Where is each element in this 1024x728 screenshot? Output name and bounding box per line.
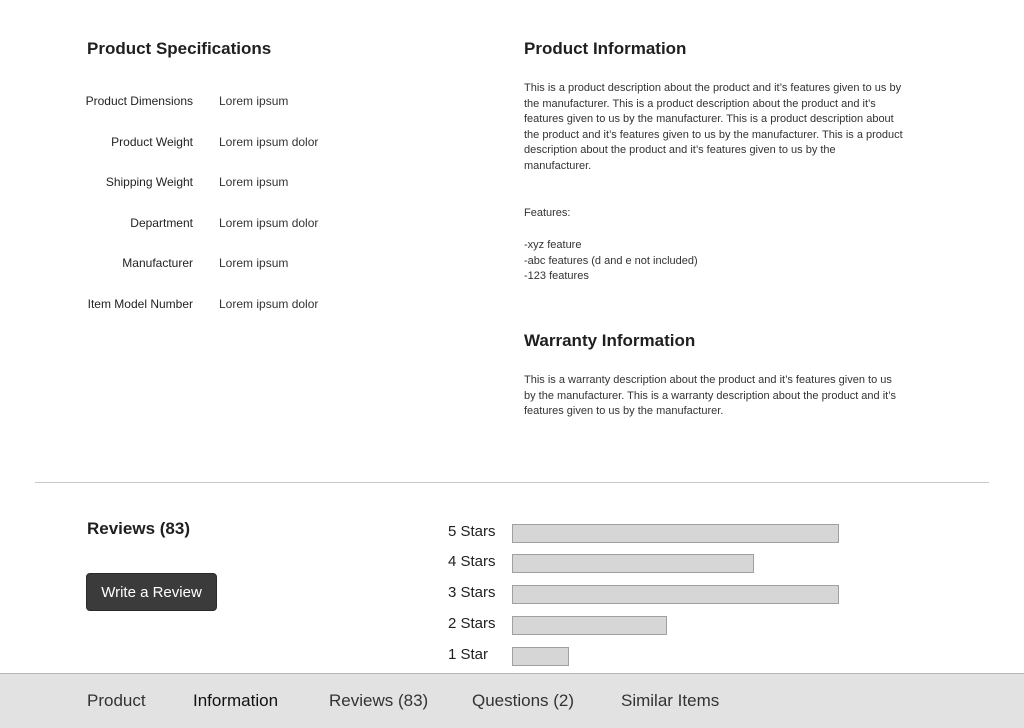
rating-bar xyxy=(512,554,754,573)
feature-item: -xyz feature xyxy=(524,239,582,251)
feature-item: -123 features xyxy=(524,270,589,283)
reviews-title: Reviews (83) xyxy=(87,519,190,538)
features-label: Features: xyxy=(524,207,571,219)
spec-label: Shipping Weight xyxy=(105,175,193,189)
tab-reviews[interactable]: Reviews (83) xyxy=(329,691,429,710)
spec-label: Manufacturer xyxy=(122,256,193,270)
spec-label: Department xyxy=(130,216,193,230)
rating-label: 1 Star xyxy=(448,646,489,663)
features-list xyxy=(524,238,698,285)
rating-row-5[interactable] xyxy=(448,523,848,543)
spec-value: Lorem ipsum xyxy=(219,175,289,189)
warranty-description: This is a warranty description about the product and it’s features given to us by the manufacturer. This is a warranty description about the product and it’s features given to us by the manufacturer. xyxy=(524,374,896,418)
spec-row-department xyxy=(60,216,460,236)
tab-questions[interactable]: Questions (2) xyxy=(472,691,575,710)
spec-row-weight xyxy=(60,135,460,155)
rating-label: 3 Stars xyxy=(448,584,496,601)
spec-label: Product Dimensions xyxy=(85,94,193,108)
write-review-button[interactable]: Write a Review xyxy=(86,573,217,611)
spec-value: Lorem ipsum xyxy=(219,94,289,108)
section-divider xyxy=(35,482,989,483)
rating-row-3[interactable] xyxy=(448,584,848,604)
feature-item: -abc features (d and e not included) xyxy=(524,254,698,267)
spec-value: Lorem ipsum dolor xyxy=(219,135,319,149)
spec-value: Lorem ipsum dolor xyxy=(219,297,319,311)
rating-row-4[interactable] xyxy=(448,553,848,573)
rating-label: 2 Stars xyxy=(448,615,496,632)
rating-bar xyxy=(512,524,839,543)
spec-value: Lorem ipsum dolor xyxy=(219,216,319,230)
rating-label: 5 Stars xyxy=(448,523,496,540)
tab-information[interactable]: Information xyxy=(193,691,279,710)
tab-product[interactable]: Product xyxy=(87,691,146,710)
spec-row-manufacturer xyxy=(60,256,460,276)
spec-value: Lorem ipsum xyxy=(219,256,289,270)
spec-row-model-number xyxy=(60,297,460,317)
product-description: This is a product description about the product and it’s features given to us by the manufacturer. This is a product description about the product and it’s features given to us by the manufacturer. This is a product description about the product and it’s features given to us by the manufacturer. This is a product description about the product and it’s features given to us by the manufacturer. xyxy=(524,82,903,172)
bottom-tab-bar xyxy=(0,673,1024,728)
rating-row-1[interactable] xyxy=(448,646,848,666)
product-info-title: Product Information xyxy=(524,39,687,58)
rating-bar xyxy=(512,616,667,635)
rating-row-2[interactable] xyxy=(448,615,848,635)
tab-similar-items[interactable]: Similar Items xyxy=(621,691,720,710)
rating-bar xyxy=(512,647,569,666)
rating-bar xyxy=(512,585,839,604)
spec-row-dimensions xyxy=(60,94,460,114)
spec-label: Product Weight xyxy=(111,135,193,149)
rating-label: 4 Stars xyxy=(448,553,496,570)
spec-row-shipping-weight xyxy=(60,175,460,195)
specifications-title: Product Specifications xyxy=(87,39,272,58)
spec-label: Item Model Number xyxy=(87,297,193,311)
warranty-title: Warranty Information xyxy=(524,331,696,350)
